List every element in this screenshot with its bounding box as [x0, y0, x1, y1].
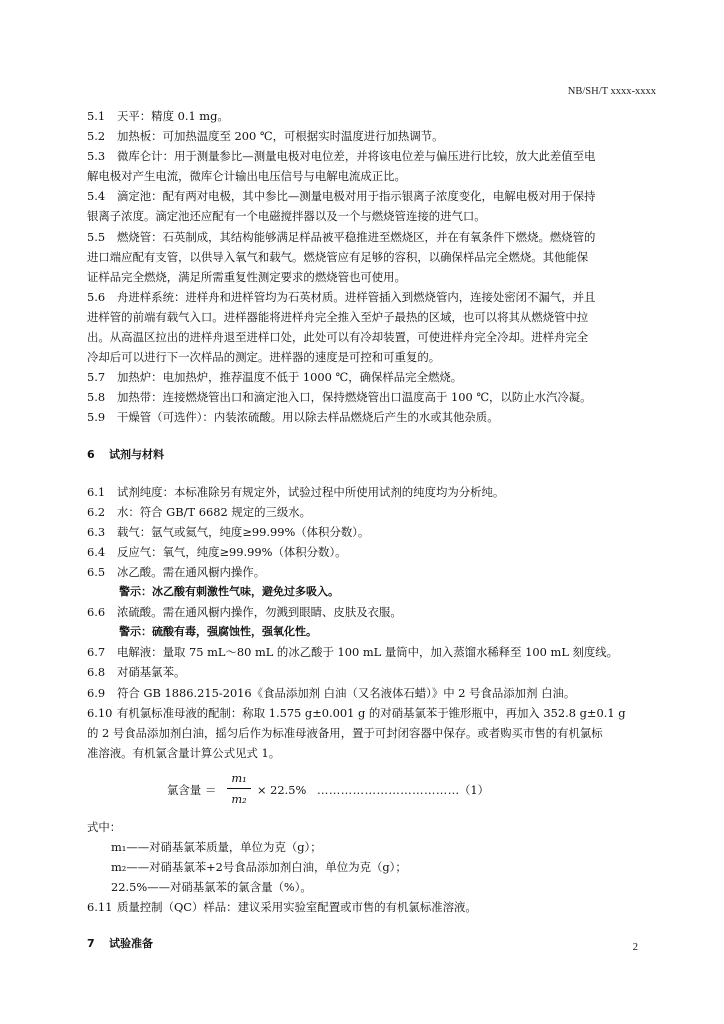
- clause-number: 6.9: [87, 685, 106, 700]
- clause-text: 冰乙酸。需在通风橱内操作。: [117, 564, 266, 579]
- clause-5-4: [87, 186, 657, 206]
- clause-number: 6.7: [87, 645, 106, 660]
- clause-text: 有机氯标准母液的配制：称取 1.575 g±0.001 g 的对硝基氯苯于锥形瓶中，再加入 352.8 g±0.1 g: [117, 705, 626, 720]
- document-body: [87, 106, 657, 954]
- clause-5-8: [87, 387, 657, 407]
- page-number: 2: [632, 942, 638, 953]
- formula-denominator: m₂: [231, 791, 247, 806]
- clause-5-9: [87, 407, 657, 427]
- section-6-list: [87, 482, 657, 763]
- clause-6-3: [87, 522, 657, 542]
- clause-5-3: [87, 146, 657, 166]
- clause-number: 6.5: [87, 564, 106, 579]
- clause-number: 6.3: [87, 524, 106, 539]
- clause-number: 6.10: [87, 705, 113, 720]
- clause-continuation-line: 进口端应配有支管，以供导入氧气和载气。燃烧管应有足够的容积，以确保样品完全燃烧。其他能保: [87, 249, 589, 264]
- clause-6-1: [87, 482, 657, 502]
- clause-continuation-line: 证样品完全燃烧，满足所需重复性测定要求的燃烧管也可使用。: [87, 269, 406, 284]
- formula-equals: ＝: [205, 782, 217, 797]
- clause-text: 微库仑计：用于测量参比—测量电极对电位差，并将该电位差与偏压进行比较，放大此差值至电: [117, 149, 596, 164]
- formula-leader-dots: ………………………………: [317, 782, 460, 797]
- clause-text: 符合 GB 1886.215-2016《食品添加剂 白油（又名液体石蜡）》中 2 号食品添加剂 白油。: [117, 685, 576, 700]
- clause-6-4: [87, 542, 657, 562]
- clause-continuation-line: 出。从高温区拉出的进样舟退至进样口处，此处可以有冷却装置，可使进样舟完全冷却。进样舟完全: [87, 330, 589, 345]
- formula-multiplier: × 22.5%: [257, 782, 307, 797]
- formula-numerator: m₁: [231, 770, 247, 785]
- clause-text: 天平：精度 0.1 mg。: [117, 109, 229, 123]
- clause-5-5: [87, 227, 657, 247]
- clause-continuation-line: 银离子浓度。滴定池还应配有一个电磁搅拌器以及一个与燃烧管连接的进气口。: [87, 209, 486, 224]
- clause-5-1: [87, 106, 657, 126]
- clause-number: 6.1: [87, 484, 106, 499]
- clause-6-10: [87, 703, 657, 723]
- definitions-list: [87, 837, 657, 897]
- clause-6-2: [87, 502, 657, 522]
- symbol-definition: m₂——对硝基氯苯+2号食品添加剂白油，单位为克（g）；: [111, 860, 407, 875]
- clause-number: 5.4: [87, 189, 106, 204]
- clause-continuation-line: 解电极对产生电流，微库仑计输出电压信号与电解电流成正比。: [87, 169, 406, 184]
- where-label: 式中：: [87, 819, 122, 834]
- clause-number: 5.1: [87, 109, 106, 123]
- clause-text: 试剂纯度：本标准除另有规定外，试验过程中所使用试剂的纯度均为分析纯。: [117, 484, 505, 499]
- clause-text: 反应气：氧气，纯度≥99.99%（体积分数）。: [117, 544, 347, 559]
- clause-text: 加热板：可加热温度至 200 ℃，可根据实时温度进行加热调节。: [117, 129, 444, 144]
- clause-text: 电解液：量取 75 mL～80 mL 的冰乙酸于 100 mL 量筒中，加入蒸馏水稀释至 100 mL 刻度线。: [117, 645, 619, 660]
- clause-text: 加热炉：电加热炉，推荐温度不低于 1000 ℃，确保样品完全燃烧。: [117, 370, 463, 385]
- formula-1: [87, 769, 657, 813]
- clause-5-2: [87, 126, 657, 146]
- clause-number: 5.8: [87, 390, 106, 405]
- clause-number: 6.2: [87, 504, 106, 519]
- clause-number: 5.9: [87, 410, 106, 425]
- document-number-header: NB/SH/T xxxx-xxxx: [567, 86, 656, 97]
- clause-6-7: [87, 642, 657, 662]
- clause-number: 5.6: [87, 289, 106, 304]
- item-6-11: [87, 897, 657, 917]
- clause-text: 干燥管（可选件）：内装浓硫酸。用以除去样品燃烧后产生的水或其他杂质。: [117, 410, 499, 425]
- clause-number: 6.4: [87, 544, 106, 559]
- clause-5-7: [87, 367, 657, 387]
- clause-text: 舟进样系统：进样舟和进样管均为石英材质。进样管插入到燃烧管内，连接处密闭不漏气，并且: [117, 289, 596, 304]
- clause-text: 加热带：连接燃烧管出口和滴定池入口，保持燃烧管出口温度高于 100 ℃，以防止水汽冷凝。: [117, 390, 592, 405]
- symbol-definition: 22.5%——对硝基氯苯的氯含量（%）。: [111, 880, 312, 895]
- clause-6-11: [87, 897, 657, 917]
- clause-text: 质量控制（QC）样品：建议采用实验室配置或市售的有机氯标准溶液。: [117, 900, 477, 915]
- clause-number: 5.3: [87, 149, 106, 164]
- warning-note: 警示：硫酸有毒，强腐蚀性，强氧化性。: [119, 625, 317, 639]
- formula-fraction: [227, 769, 251, 808]
- clause-number: 5.5: [87, 229, 106, 244]
- clause-number: 6.6: [87, 605, 106, 620]
- clause-6-8: [87, 662, 657, 682]
- clause-number: 5.2: [87, 129, 106, 144]
- clause-6-6: [87, 602, 657, 622]
- clause-text: 对硝基氯苯。: [117, 665, 186, 680]
- clause-5-6: [87, 287, 657, 307]
- section-7-heading: 7 试验准备: [87, 937, 153, 951]
- formula-number: （1）: [459, 782, 490, 797]
- clause-text: 浓硫酸。需在通风橱内操作，勿溅到眼睛、皮肤及衣服。: [117, 605, 402, 620]
- clause-continuation-line: 的 2 号食品添加剂白油，摇匀后作为标准母液备用，置于可封闭容器中保存。或者购买市售的有机氯标: [87, 725, 603, 740]
- clause-6-5: [87, 562, 657, 582]
- clause-text: 载气：氩气或氦气，纯度≥99.99%（体积分数）。: [117, 524, 370, 539]
- formula-label: 氯含量: [167, 782, 202, 797]
- clause-continuation-line: 冷却后可以进行下一次样品的测定。进样器的速度是可控和可重复的。: [87, 350, 441, 365]
- clause-text: 滴定池：配有两对电极，其中参比—测量电极对用于指示银离子浓度变化，电解电极对用于保持: [117, 189, 596, 204]
- warning-note: 警示：冰乙酸有刺激性气味，避免过多吸入。: [119, 585, 339, 599]
- clause-text: 燃烧管：石英制成，其结构能够满足样品被平稳推进至燃烧区，并在有氧条件下燃烧。燃烧管的: [117, 229, 596, 244]
- clause-6-9: [87, 683, 657, 703]
- symbol-definition: m₁——对硝基氯苯质量，单位为克（g）；: [111, 840, 322, 854]
- clause-number: 5.7: [87, 370, 106, 385]
- section-6-heading: 6 试剂与材料: [87, 447, 164, 461]
- clause-number: 6.11: [87, 900, 113, 915]
- clause-text: 水：符合 GB/T 6682 规定的三级水。: [117, 504, 312, 519]
- clause-continuation-line: 准溶液。有机氯含量计算公式见式 1。: [87, 745, 281, 760]
- section-5-list: [87, 106, 657, 428]
- clause-continuation-line: 进样管的前端有载气入口。进样器能将进样舟完全推入至炉子最热的区域，也可以将其从燃烧管中拉: [87, 309, 589, 324]
- clause-number: 6.8: [87, 665, 106, 680]
